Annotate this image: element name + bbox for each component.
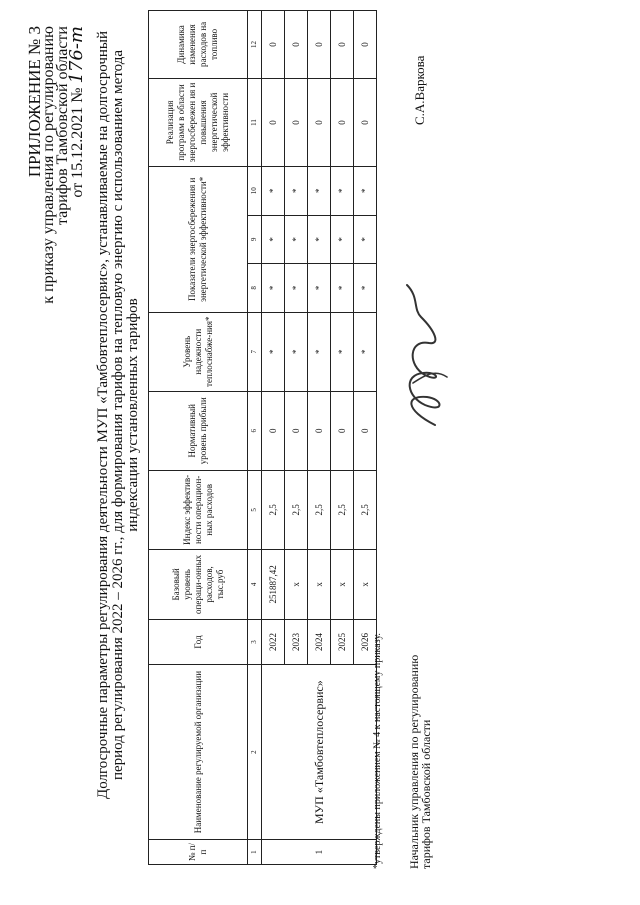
efficiency-index-cell: 2,5 <box>285 470 308 549</box>
row-number: 1 <box>262 840 377 865</box>
energy-indicator-cell: * <box>262 166 285 215</box>
title-line-3: индексации установленных тарифов <box>125 298 141 532</box>
efficiency-index-cell: 2,5 <box>354 470 377 549</box>
column-number: 3 <box>248 619 262 664</box>
column-number: 5 <box>248 470 262 549</box>
energy-indicator-cell: * <box>285 264 308 313</box>
fuel-dynamics-cell: 0 <box>331 11 354 79</box>
program-cell: 0 <box>262 78 285 166</box>
base-cost-cell: х <box>285 549 308 619</box>
signatory-position <box>408 609 432 869</box>
title-line-2: период регулирования 2022 – 2026 гг., для формирования тарифов на тепловую энергию с использованием метода <box>110 49 126 781</box>
header-cell: Базовый уровень операци-онных расходов, тыс.руб <box>149 549 248 619</box>
header-cell: Год <box>149 619 248 664</box>
fuel-dynamics-cell: 0 <box>285 11 308 79</box>
profit-cell: 0 <box>285 391 308 470</box>
energy-indicator-cell: * <box>285 166 308 215</box>
order-number: 176-т <box>66 26 87 84</box>
energy-indicator-cell: * <box>285 215 308 264</box>
energy-indicator-cell: * <box>262 264 285 313</box>
fuel-dynamics-cell: 0 <box>308 11 331 79</box>
header-cell: Динамика изменения расходов на топливо <box>149 11 248 79</box>
header-row <box>149 11 248 865</box>
header-cell: Реализация программ в области энергосбережен ия и повышения энергетической эффективности <box>149 78 248 166</box>
program-cell: 0 <box>331 78 354 166</box>
energy-indicator-cell: * <box>354 166 377 215</box>
column-number: 6 <box>248 391 262 470</box>
fuel-dynamics-cell: 0 <box>262 11 285 79</box>
header-cell: № п/п <box>149 840 248 865</box>
signer-name: С.А.Варкова <box>412 55 427 125</box>
column-number: 12 <box>248 11 262 79</box>
reliability-cell: * <box>308 312 331 391</box>
handwritten-signature <box>395 275 455 435</box>
column-number: 7 <box>248 312 262 391</box>
header-cell: Нормативный уровень прибыли <box>149 391 248 470</box>
header-cell: Наименование регулируемой организации <box>149 665 248 840</box>
year-cell: 2024 <box>308 619 331 664</box>
column-number-row <box>248 11 262 865</box>
reliability-cell: * <box>285 312 308 391</box>
energy-indicator-cell: * <box>331 166 354 215</box>
footnote: *утверждены приложением № 4 к настоящему приказу. <box>372 633 383 869</box>
year-cell: 2026 <box>354 619 377 664</box>
table-row <box>262 11 285 865</box>
year-cell: 2023 <box>285 619 308 664</box>
efficiency-index-cell: 2,5 <box>308 470 331 549</box>
column-number: 1 <box>248 840 262 865</box>
reliability-cell: * <box>262 312 285 391</box>
column-number: 10 <box>248 166 262 215</box>
profit-cell: 0 <box>308 391 331 470</box>
position-line-1: Начальник управления по регулированию <box>407 654 421 869</box>
year-cell: 2022 <box>262 619 285 664</box>
program-cell: 0 <box>285 78 308 166</box>
order-date: от 15.12.2021 № <box>69 87 86 198</box>
energy-indicator-cell: * <box>308 215 331 264</box>
base-cost-cell: х <box>354 549 377 619</box>
efficiency-index-cell: 2,5 <box>331 470 354 549</box>
energy-indicator-cell: * <box>354 264 377 313</box>
energy-indicator-cell: * <box>354 215 377 264</box>
energy-indicator-cell: * <box>331 215 354 264</box>
appendix-line-1: к приказу управления по регулированию <box>40 26 57 304</box>
base-cost-cell: 251887,42 <box>262 549 285 619</box>
organization-name: МУП «Тамбовтеплосервис» <box>262 665 377 840</box>
year-cell: 2025 <box>331 619 354 664</box>
profit-cell: 0 <box>331 391 354 470</box>
column-number: 9 <box>248 215 262 264</box>
parameters-table <box>148 10 377 865</box>
fuel-dynamics-cell: 0 <box>354 11 377 79</box>
base-cost-cell: х <box>331 549 354 619</box>
column-number: 2 <box>248 665 262 840</box>
profit-cell: 0 <box>262 391 285 470</box>
program-cell: 0 <box>308 78 331 166</box>
energy-indicator-cell: * <box>262 215 285 264</box>
reliability-cell: * <box>331 312 354 391</box>
title-line-1: Долгосрочные параметры регулирования деятельности МУП «Тамбовтеплосервис», устанавливаемые на долгосрочный <box>95 30 111 800</box>
appendix-heading: ПРИЛОЖЕНИЕ № 3 <box>25 26 44 178</box>
position-line-2: тарифов Тамбовской области <box>419 719 433 869</box>
appendix-line-3 <box>66 26 87 406</box>
header-cell: Уровень надежности теплоснабже-ния* <box>149 312 248 391</box>
document-title <box>96 0 141 835</box>
profit-cell: 0 <box>354 391 377 470</box>
column-number: 4 <box>248 549 262 619</box>
appendix-line-2: тарифов Тамбовской области <box>54 26 71 226</box>
energy-indicator-cell: * <box>308 264 331 313</box>
header-cell: Показатели энергосбережения и энергетической эффективности* <box>149 166 248 312</box>
base-cost-cell: х <box>308 549 331 619</box>
column-number: 8 <box>248 264 262 313</box>
energy-indicator-cell: * <box>308 166 331 215</box>
program-cell: 0 <box>354 78 377 166</box>
header-cell: Индекс эффектив-ности операцион-ных расходов <box>149 470 248 549</box>
efficiency-index-cell: 2,5 <box>262 470 285 549</box>
energy-indicator-cell: * <box>331 264 354 313</box>
appendix-header <box>25 26 87 406</box>
reliability-cell: * <box>354 312 377 391</box>
column-number: 11 <box>248 78 262 166</box>
